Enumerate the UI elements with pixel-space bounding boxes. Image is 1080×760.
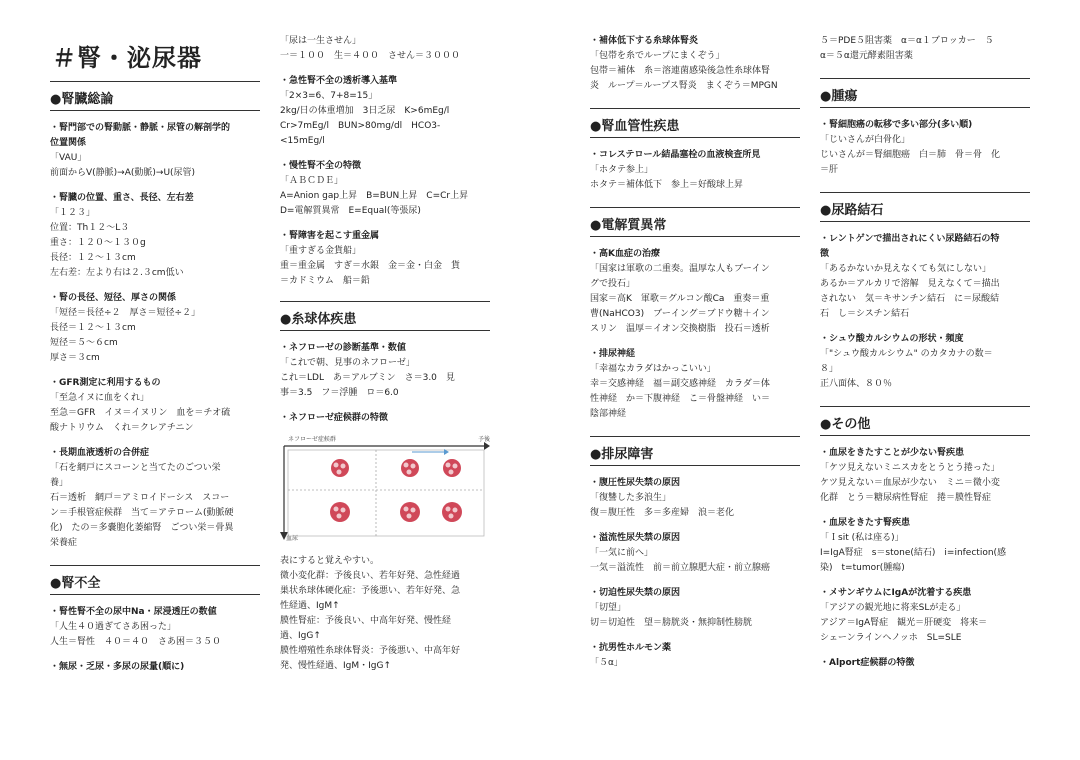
note-block (280, 34, 490, 64)
note-block (590, 641, 800, 671)
note-heading: ・抗男性ホルモン薬 (590, 643, 672, 653)
note-heading: ・シュウ酸カルシウムの形状・頻度 (820, 334, 964, 344)
note-body: 「幸福なカラダはかっこいい」 幸＝交感神経 福＝副交感神経 カラダ＝体 性神経 か＝下腹神経 こ＝骨盤神経 い＝ 陰部神経 (590, 364, 771, 419)
note-heading: ・腎臓の位置、重さ、長径、左右差 (50, 193, 194, 203)
note-block (590, 247, 800, 337)
note-body: 表にすると覚えやすい。 微小変化群：予後良い、若年好発、急性経過 巣状糸球体硬化症：予後悪い、若年好発、急 性経過、IgM↑ 膜性腎症：予後良い、中高年好発、慢性経 過、IgG↑ 膜性増殖性糸球体腎炎：予後悪い、中高年好 発、慢性経過、IgM・IgG↑ (280, 556, 461, 671)
note-body: 「"シュウ酸カルシウム" のカタカナの数＝ ８」 正八面体、８０％ (820, 349, 993, 389)
note-heading: ・腹圧性尿失禁の原因 (590, 478, 681, 488)
section-heading: ●腎臓総論 (50, 81, 260, 111)
section-heading: ●糸球体疾患 (280, 301, 490, 331)
note-heading: ・排尿神経 (590, 349, 636, 359)
section-heading: ●腫瘍 (820, 78, 1030, 108)
note-block (50, 605, 260, 650)
nephrotic-syndrome-diagram (280, 432, 490, 542)
note-heading: ・急性腎不全の透析導入基準 (280, 76, 398, 86)
note-heading: ・腎細胞癌の転移で多い部分(多い順) (820, 120, 973, 130)
note-heading: ・レントゲンで描出されにくい尿路結石の特 徴 (820, 234, 1000, 259)
note-body: 「Ｉsit (私は座る)」 I=IgA腎症 s＝stone(結石) i=infection(感 染) t=tumor(腫瘍) (820, 533, 1007, 573)
column-1 (50, 34, 260, 675)
note-block (590, 34, 800, 94)
note-body: 「アジアの観光地に将来SLが走る」 アジア＝IgA腎症 観光＝肝硬変 将来＝ シェーンラインヘノッホ SL=SLE (820, 603, 988, 643)
note-heading: ・無尿・乏尿・多尿の尿量(順に) (50, 662, 185, 672)
note-block (50, 376, 260, 436)
note-body: 「国家は軍歌の二重奏。温厚な人もブーイン グで投石」 国家＝高K 軍歌＝グルコン酸Ca 重奏＝重 曹(NaHCO3) ブーイング＝ブドウ糖＋イン スリン 温厚＝イオン交換樹脂 投石＝透析 (590, 264, 770, 334)
page-title: ＃腎・泌尿器 (52, 44, 202, 72)
column-4 (820, 34, 1030, 671)
note-heading: ・GFR測定に利用するもの (50, 378, 161, 388)
note-block (280, 341, 490, 401)
note-heading: ・高K血症の治療 (590, 249, 660, 259)
note-body: 「VAU」 前面からV(静脈)→A(動脈)→U(尿管) (50, 153, 196, 178)
glomerulus-icon (400, 502, 420, 522)
note-body: 「あるかないか見えなくても気にしない」 あるか＝アルカリで溶解 見えなくて＝描出 されない 気＝キサンチン結石 に＝尿酸結 石 し＝シスチン結石 (820, 264, 1000, 319)
column-3 (590, 34, 800, 671)
section-heading: ●腎血管性疾患 (590, 108, 800, 138)
note-block (820, 232, 1030, 322)
diagram-left-label: 血尿 (286, 535, 299, 542)
note-block (280, 411, 490, 426)
note-heading: ・メサンギウムにIgAが沈着する疾患 (820, 588, 972, 598)
x-axis-arrow-icon (484, 442, 490, 450)
note-body: 「尿は一生させん」 一＝１００ 生＝４００ させん＝３０００ (280, 36, 461, 61)
section-heading: ●その他 (820, 406, 1030, 436)
note-block (590, 586, 800, 631)
note-heading: ・長期血液透析の合併症 (50, 448, 150, 458)
note-block (590, 347, 800, 422)
note-block (820, 516, 1030, 576)
note-body: 「復讐した多浪生」 復＝腹圧性 多＝多産婦 浪＝老化 (590, 493, 735, 518)
note-block (820, 34, 1030, 64)
note-body: 「人生４０過ぎてさあ困った」 人生＝腎性 ４０＝４０ さあ困＝３５０ (50, 622, 222, 647)
note-heading: ・コレステロール結晶塞栓の血液検査所見 (590, 150, 761, 160)
section-heading: ●電解質異常 (590, 207, 800, 237)
diagram-top-label: ネフローゼ症候群 (288, 436, 336, 443)
note-body: 「短径＝長径÷２ 厚さ＝短径÷２」 長径＝１２～１３cm 短径＝５～６cm 厚さ＝３cm (50, 308, 201, 363)
note-body: 「包帯を糸でループにまくぞう」 包帯＝補体 糸＝溶連菌感染後急性糸球体腎 炎 ループ＝ループス腎炎 まくぞう＝MPGN (590, 51, 778, 91)
note-heading: ・補体低下する糸球体腎炎 (590, 36, 699, 46)
note-block (590, 531, 800, 576)
note-body: 「ＡＢＣＤＥ」 A=Anion gap上昇 B=BUN上昇 C=Cr上昇 D=電解質異常 E=Equal(等張尿) (280, 176, 469, 216)
section-heading: ●尿路結石 (820, 192, 1030, 222)
note-body: 「５α」 (590, 658, 623, 668)
section-heading: ●排尿障害 (590, 436, 800, 466)
note-heading: ・腎の長径、短径、厚さの関係 (50, 293, 177, 303)
note-body: 「ホタテ参上」 ホタテ＝補体低下 参上＝好酸球上昇 (590, 165, 744, 190)
note-heading: ・慢性腎不全の特徴 (280, 161, 362, 171)
note-block (820, 118, 1030, 178)
glomerulus-icon (331, 459, 349, 477)
glomerulus-icon (443, 459, 461, 477)
glomerulus-icon (330, 502, 350, 522)
note-heading: ・血尿をきたすことが少ない腎疾患 (820, 448, 965, 458)
note-body: 「重すぎる金貨船」 重＝重金属 すぎ＝水銀 金＝金・白金 貨 ＝カドミウム 船＝鉛 (280, 246, 461, 286)
note-block (590, 148, 800, 193)
glomerulus-icon (401, 459, 419, 477)
note-heading: ・血尿をきたす腎疾患 (820, 518, 911, 528)
note-body: 「至急イヌに血をくれ」 至急＝GFR イヌ＝イヌリン 血を＝チオ硫 酸ナトリウム くれ＝クレアチニン (50, 393, 231, 433)
note-body: 「一気に前へ」 一気＝溢流性 前＝前立腺肥大症・前立腺癌 (590, 548, 771, 573)
section-heading: ●腎不全 (50, 565, 260, 595)
note-body: 「石を網戸にスコーンと当てたのごつい栄 養」 石＝透析 網戸＝アミロイドーシス スコー ン＝手根管症候群 当て＝アテローム(動脈硬 化) たの＝多嚢胞化萎縮腎 ごつい栄＝骨異 栄養症 (50, 463, 234, 548)
glomerulus-icon (442, 502, 462, 522)
note-heading: ・溢流性尿失禁の原因 (590, 533, 681, 543)
note-body: 「ケツ見えないミニスカをとうとう捲った」 ケツ見えない＝血尿が少ない ミニ＝微小変 化群 とう＝糖尿病性腎症 捲＝膜性腎症 (820, 463, 1000, 503)
note-block (50, 121, 260, 181)
note-body: 「これで朝、見事のネフローゼ」 これ＝LDL あ＝アルブミン さ＝3.0 見 事＝3.5 フ＝浮腫 ロ＝6.0 (280, 358, 455, 398)
note-body: ５＝PDE５阻害薬 α＝α１ブロッカー ５ α＝５α還元酵素阻害薬 (820, 36, 994, 61)
note-block (590, 476, 800, 521)
note-block (820, 586, 1030, 646)
diagram-right-label: 予後 (478, 436, 490, 443)
note-block (820, 656, 1030, 671)
note-block (280, 229, 490, 289)
note-block (280, 74, 490, 149)
note-block (50, 446, 260, 551)
note-body: 「切望」 切＝切迫性 望＝膀胱炎・無抑制性膀胱 (590, 603, 753, 628)
note-block (820, 332, 1030, 392)
note-block (50, 660, 260, 675)
note-body: 「2×3=6、7+8=15」 2kg/日の体重増加 3日乏尿 K>6mEg/l Cr>7mEg/l BUN>80mg/dl HCO3- <15mEg/l (280, 91, 450, 146)
note-heading: ・切迫性尿失禁の原因 (590, 588, 681, 598)
note-heading: ・腎障害を起こす重金属 (280, 231, 380, 241)
note-heading: ・腎性腎不全の尿中Na・尿浸透圧の数値 (50, 607, 217, 617)
note-block (50, 291, 260, 366)
note-block (50, 191, 260, 281)
note-heading: ・ネフローゼ症候群の特徴 (280, 413, 388, 423)
note-body: 「じいさんが白骨化」 じいさんが＝腎細胞癌 白＝肺 骨＝骨 化 ＝肝 (820, 135, 1001, 175)
note-heading: ・Alport症候群の特徴 (820, 658, 915, 668)
note-block (280, 159, 490, 219)
column-2 (280, 34, 490, 674)
note-body: 「１２３」 位置：Th１２～L３ 重さ：１２０～１３０g 長径：１２～１３cm 左右差：左より右は２.３cm低い (50, 208, 184, 278)
note-heading: ・腎門部での腎動脈・静脈・尿管の解剖学的 位置関係 (50, 123, 231, 148)
note-block (820, 446, 1030, 506)
note-heading: ・ネフローゼの診断基準・数値 (280, 343, 406, 353)
